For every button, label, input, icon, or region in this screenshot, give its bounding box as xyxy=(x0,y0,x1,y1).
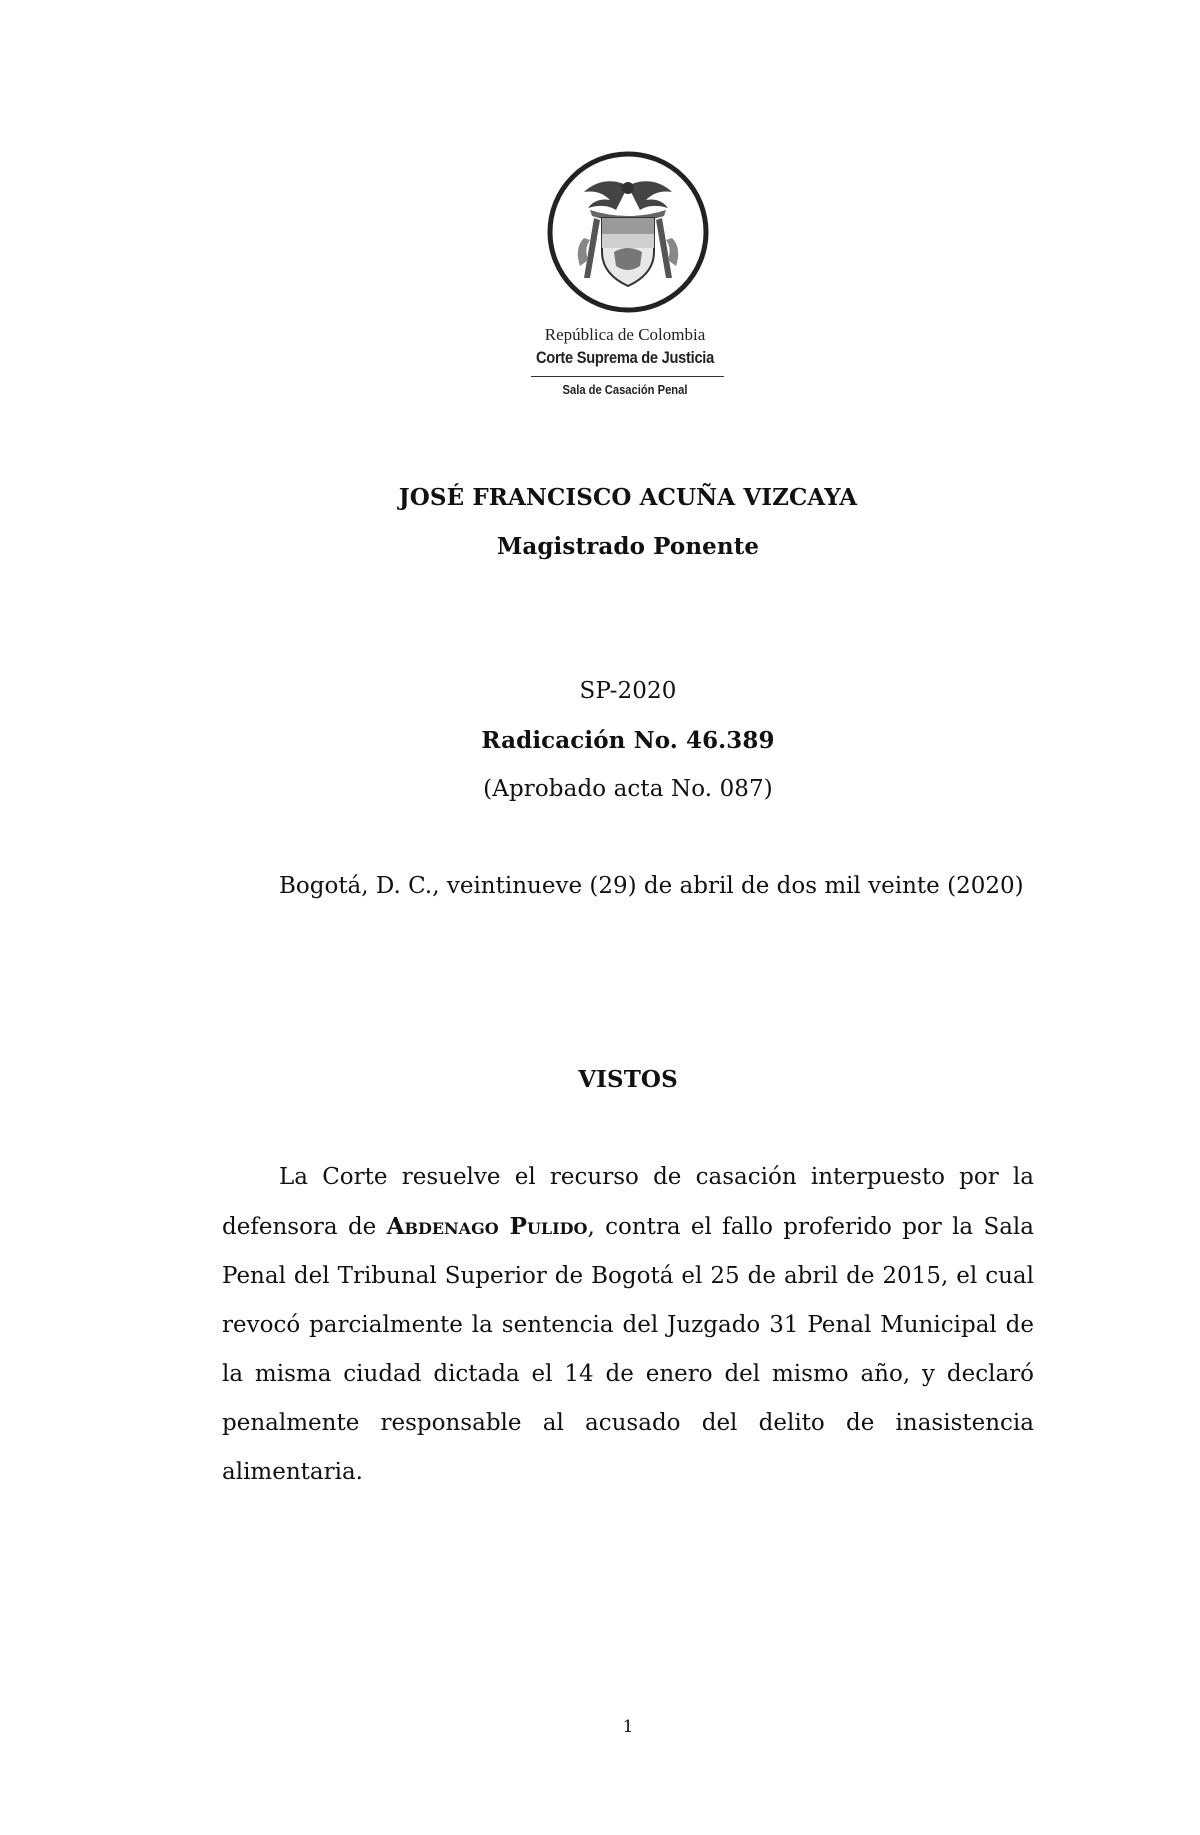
letterhead-country: República de Colombia xyxy=(544,325,706,344)
letterhead-court: Corte Suprema de Justicia xyxy=(536,348,714,367)
vistos-text-before-name: La Corte resuelve el recurso de casación interpuesto por la defensora de xyxy=(222,1164,1034,1240)
vistos-paragraph xyxy=(222,1153,1034,1497)
vistos-text-after-name: , contra el fallo proferido por la Sala Penal del Tribunal Superior de Bogotá el 25 de abril de 2015, el cual revocó parcialmente la sentencia del Juzgado 31 Penal Municipal de la misma ciudad dictada el 14 de enero del mismo año, y declaró penalmente responsable al acusado del delito de inasistencia alimentaria. xyxy=(222,1214,1034,1485)
sp-number: SP-2020 xyxy=(579,678,677,704)
colombian-coat-of-arms-seal-icon xyxy=(544,148,712,316)
magistrate-role: Magistrado Ponente xyxy=(496,533,760,560)
defendant-name: Abdenago Pulido xyxy=(386,1213,588,1240)
radicacion-number: Radicación No. 46.389 xyxy=(481,727,775,754)
date-line: Bogotá, D. C., veintinueve (29) de abril de dos mil veinte (2020) xyxy=(279,873,1024,899)
section-heading-vistos: VISTOS xyxy=(578,1066,678,1093)
letterhead-divider xyxy=(531,376,724,377)
letterhead-chamber: Sala de Casación Penal xyxy=(562,382,688,397)
page-number: 1 xyxy=(622,1717,634,1737)
magistrate-name: JOSÉ FRANCISCO ACUÑA VIZCAYA xyxy=(398,484,858,511)
acta-approval: (Aprobado acta No. 087) xyxy=(483,776,773,802)
